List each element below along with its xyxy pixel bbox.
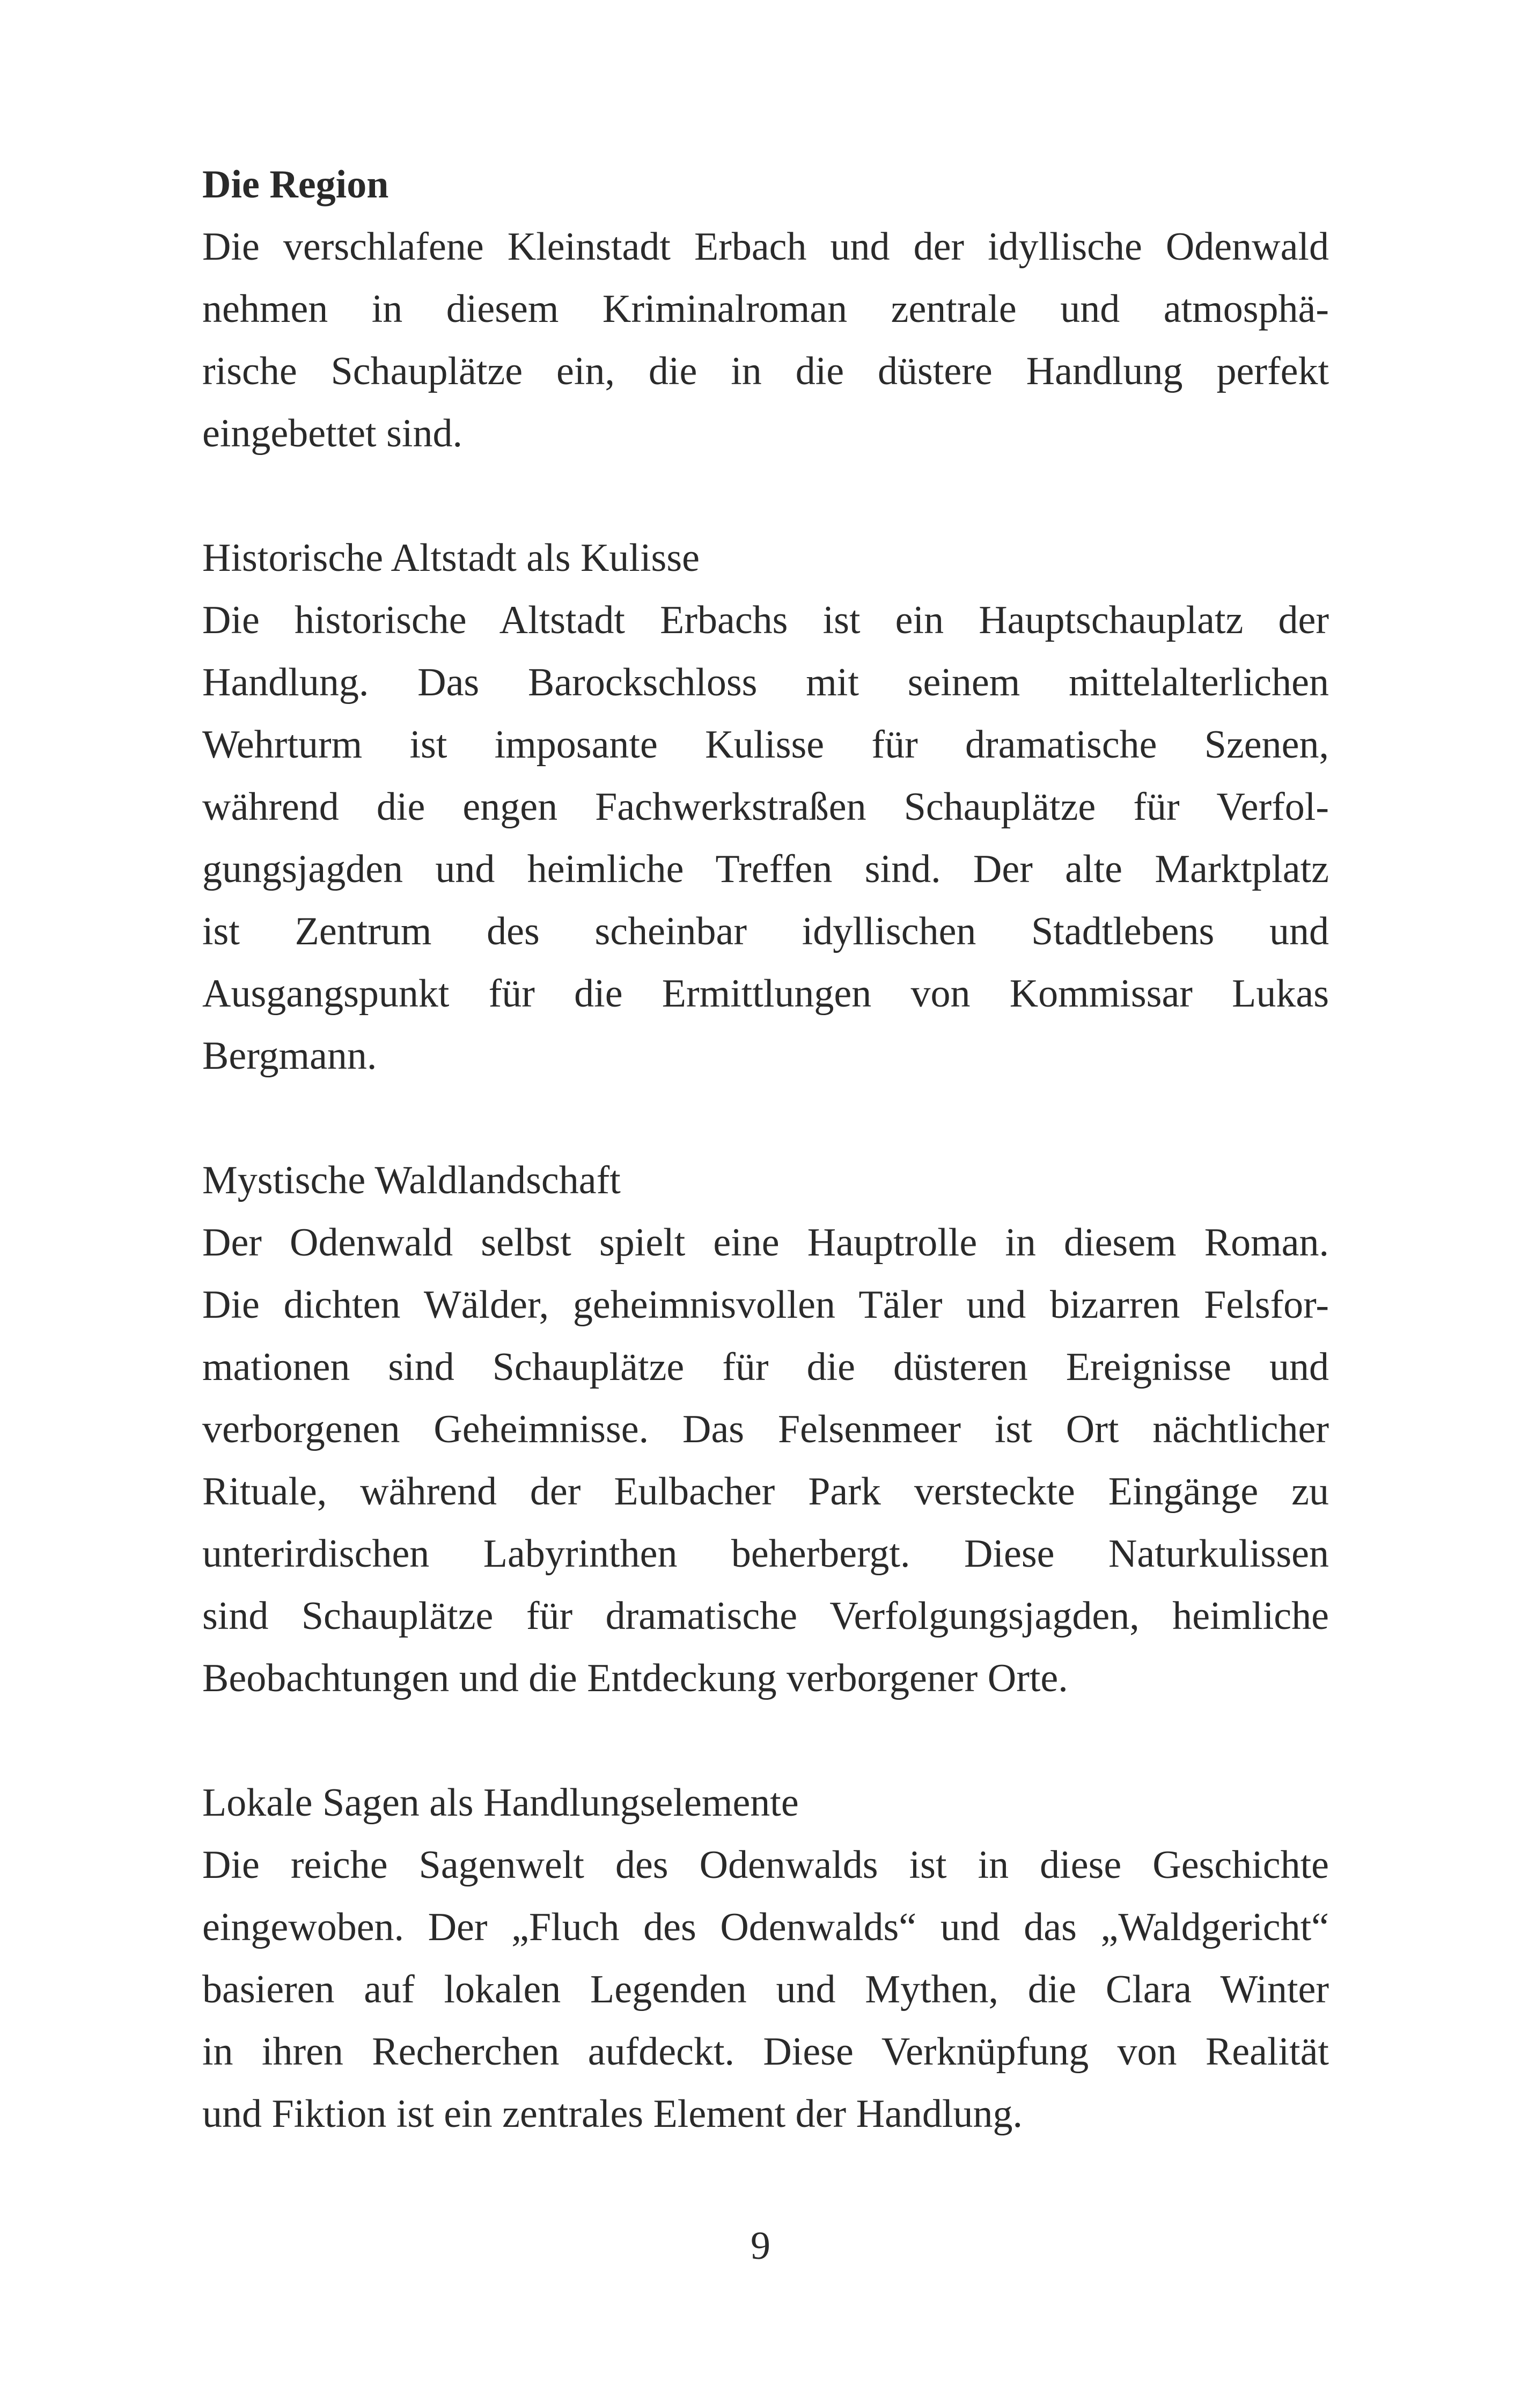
paragraph-gap: [202, 1709, 1329, 1772]
paragraph-line: Der Odenwald selbst spielt eine Hauptrolle in diesem Roman.: [202, 1221, 1329, 1265]
paragraph-line: Die verschlafene Kleinstadt Erbach und der idyllische Odenwald: [202, 225, 1329, 269]
paragraph-line: Handlung. Das Barockschloss mit seinem mittelalterlichen: [202, 660, 1329, 704]
section-heading: Lokale Sagen als Handlungselemente: [202, 1781, 799, 1825]
paragraph-line: während die engen Fachwerkstraßen Schauplätze für Verfol-: [202, 785, 1329, 829]
paragraph-line: Ausgangspunkt für die Ermittlungen von Kommissar Lukas: [202, 972, 1329, 1016]
paragraph-line: gungsjagden und heimliche Treffen sind. Der alte Marktplatz: [202, 847, 1329, 891]
paragraph-line: und Fiktion ist ein zentrales Element der Handlung.: [202, 2092, 1023, 2136]
paragraph-line: sind Schauplätze für dramatische Verfolgungsjagden, heimliche: [202, 1594, 1329, 1638]
paragraph-gap: [202, 465, 1329, 527]
paragraph-line: Wehrturm ist imposante Kulisse für dramatische Szenen,: [202, 723, 1329, 767]
paragraph-line: mationen sind Schauplätze für die düsteren Ereignisse und: [202, 1345, 1329, 1389]
section-heading: Historische Altstadt als Kulisse: [202, 536, 700, 580]
section-heading: Die Region: [202, 163, 389, 207]
paragraph-line: Rituale, während der Eulbacher Park versteckte Eingänge zu: [202, 1470, 1329, 1514]
section-mystische-waldlandschaft: [202, 1149, 1329, 1709]
paragraph-line: in ihren Recherchen aufdeckt. Diese Verknüpfung von Realität: [202, 2030, 1329, 2074]
page-number: 9: [751, 2224, 770, 2268]
paragraph-line: Bergmann.: [202, 1034, 377, 1078]
paragraph-line: rische Schauplätze ein, die in die düstere Handlung perfekt: [202, 349, 1329, 393]
section-historische-altstadt: [202, 527, 1329, 1087]
paragraph-line: eingebettet sind.: [202, 412, 462, 456]
paragraph-line: ist Zentrum des scheinbar idyllischen Stadtlebens und: [202, 909, 1329, 953]
section-die-region: [202, 153, 1329, 465]
paragraph-line: nehmen in diesem Kriminalroman zentrale und atmosphä-: [202, 287, 1329, 331]
paragraph-line: Die dichten Wälder, geheimnisvollen Täler und bizarren Felsfor-: [202, 1283, 1329, 1327]
paragraph-line: Die historische Altstadt Erbachs ist ein Hauptschauplatz der: [202, 598, 1329, 642]
paragraph-line: unterirdischen Labyrinthen beherbergt. Diese Naturkulissen: [202, 1532, 1329, 1576]
section-lokale-sagen: [202, 1772, 1329, 2145]
paragraph-line: Beobachtungen und die Entdeckung verborgener Orte.: [202, 1656, 1068, 1700]
paragraph-line: basieren auf lokalen Legenden und Mythen, die Clara Winter: [202, 1967, 1329, 2011]
paragraph-line: verborgenen Geheimnisse. Das Felsenmeer ist Ort nächtlicher: [202, 1407, 1329, 1451]
paragraph-line: eingewoben. Der „Fluch des Odenwalds“ und das „Waldgericht“: [202, 1905, 1329, 1949]
body-text: [202, 153, 1329, 2145]
section-heading: Mystische Waldlandschaft: [202, 1158, 621, 1202]
paragraph-gap: [202, 1087, 1329, 1149]
paragraph-line: Die reiche Sagenwelt des Odenwalds ist in diese Geschichte: [202, 1843, 1329, 1887]
